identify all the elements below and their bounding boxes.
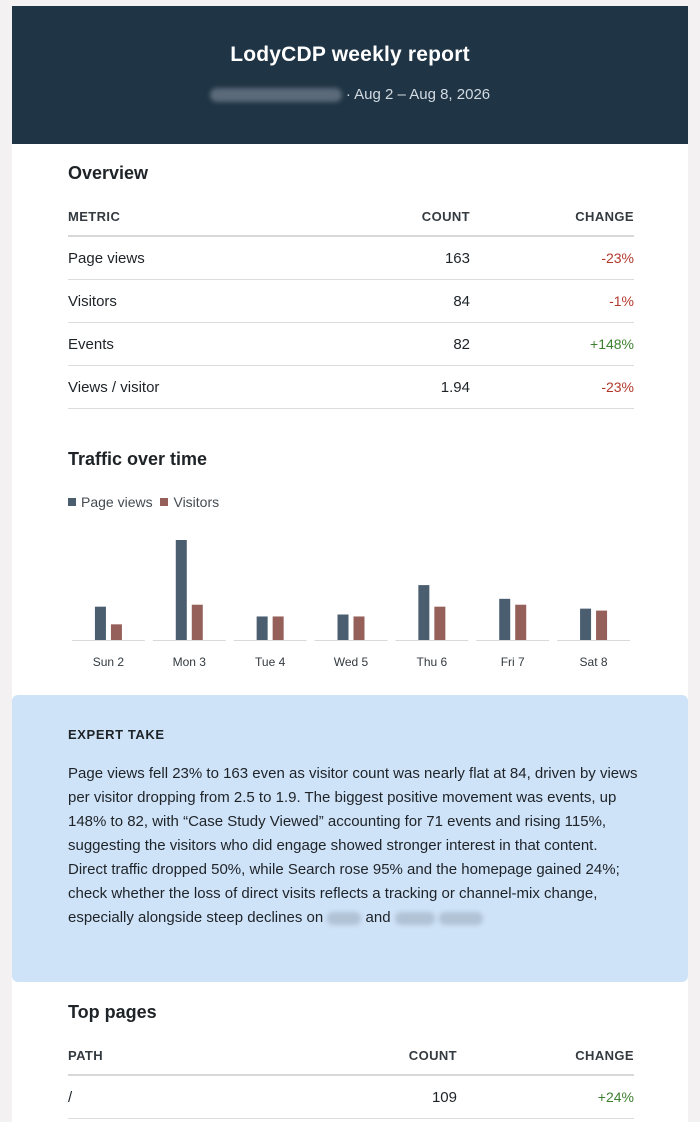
redacted-site-name — [210, 88, 342, 102]
bar-visitors — [596, 611, 607, 640]
bar-page-views — [499, 599, 510, 640]
bar-visitors — [434, 607, 445, 640]
chart-legend — [68, 494, 223, 510]
legend-swatch — [160, 498, 168, 506]
x-tick-label: Tue 4 — [255, 655, 286, 669]
bar-visitors — [273, 616, 284, 640]
metric-change: -23% — [470, 366, 634, 409]
column-header-metric: METRIC — [68, 209, 328, 236]
expert-take-connector: and — [365, 909, 391, 926]
x-tick-label: Mon 3 — [172, 655, 206, 669]
x-tick-label: Sat 8 — [579, 655, 608, 669]
metric-change: +148% — [470, 323, 634, 366]
date-range: · Aug 2 – Aug 8, 2026 — [345, 86, 491, 103]
metric-count: 84 — [328, 280, 470, 323]
metric-name: Page views — [68, 236, 328, 280]
table-row — [68, 323, 634, 366]
x-tick-label: Fri 7 — [500, 655, 525, 669]
bar-page-views — [580, 609, 591, 640]
bar-visitors — [111, 624, 122, 640]
bar-page-views — [257, 616, 268, 640]
overview-title: Overview — [68, 163, 149, 183]
bar-page-views — [95, 607, 106, 640]
metric-change: -1% — [470, 280, 634, 323]
table-row — [68, 1075, 634, 1119]
page-change: +24% — [457, 1075, 634, 1119]
bar-page-views — [418, 585, 429, 640]
legend-swatch — [68, 498, 76, 506]
traffic-bar-chart — [68, 526, 634, 671]
legend-label: Visitors — [173, 494, 220, 510]
redacted-page-name — [439, 912, 483, 925]
top-pages-title: Top pages — [68, 1002, 157, 1022]
page-path[interactable]: / — [68, 1075, 328, 1119]
expert-take-label: EXPERT TAKE — [68, 727, 165, 742]
report-title: LodyCDP weekly report — [230, 43, 470, 66]
metric-count: 82 — [328, 323, 470, 366]
top-pages-table — [68, 1048, 634, 1119]
overview-table — [68, 209, 634, 409]
expert-take-text — [68, 762, 638, 930]
column-header-change: CHANGE — [457, 1048, 634, 1075]
table-row — [68, 280, 634, 323]
bar-visitors — [515, 605, 526, 640]
bar-page-views — [338, 615, 349, 640]
legend-item-page-views — [68, 494, 153, 510]
metric-count: 163 — [328, 236, 470, 280]
traffic-title: Traffic over time — [68, 449, 208, 469]
legend-label: Page views — [81, 494, 153, 510]
metric-change: -23% — [470, 236, 634, 280]
overview-header-row — [68, 209, 634, 236]
metric-name: Views / visitor — [68, 366, 328, 409]
column-header-change: CHANGE — [470, 209, 634, 236]
x-tick-label: Wed 5 — [333, 655, 369, 669]
x-tick-label: Thu 6 — [416, 655, 448, 669]
metric-count: 1.94 — [328, 366, 470, 409]
top-pages-header-row — [68, 1048, 634, 1075]
column-header-path: PATH — [68, 1048, 328, 1075]
report-header — [12, 6, 688, 144]
metric-name: Events — [68, 323, 328, 366]
redacted-page-name — [327, 912, 361, 925]
column-header-count: COUNT — [328, 1048, 457, 1075]
report-subtitle — [12, 86, 688, 103]
legend-item-visitors — [160, 494, 219, 510]
expert-take-callout — [12, 695, 688, 982]
column-header-count: COUNT — [328, 209, 470, 236]
redacted-page-name — [395, 912, 435, 925]
x-tick-label: Sun 2 — [92, 655, 125, 669]
table-row — [68, 236, 634, 280]
bar-page-views — [176, 540, 187, 640]
table-row — [68, 366, 634, 409]
metric-name: Visitors — [68, 280, 328, 323]
page-count: 109 — [328, 1075, 457, 1119]
expert-take-body: Page views fell 23% to 163 even as visitor count was nearly flat at 84, driven by views per visitor dropping from 2.5 to 1.9. The biggest positive movement was events, up 148% to 82, with “Case Study Viewed” accounting for 71 events and rising 115%, suggesting the visitors who did engage showed stronger interest in that content. Direct traffic dropped 50%, while Search rose 95% and the homepage gained 24%; check whether the loss of direct visits reflects a tracking or channel-mix change, especially alongside steep declines on — [68, 765, 638, 926]
report-card — [12, 6, 688, 1122]
bar-visitors — [192, 605, 203, 640]
bar-visitors — [354, 616, 365, 640]
